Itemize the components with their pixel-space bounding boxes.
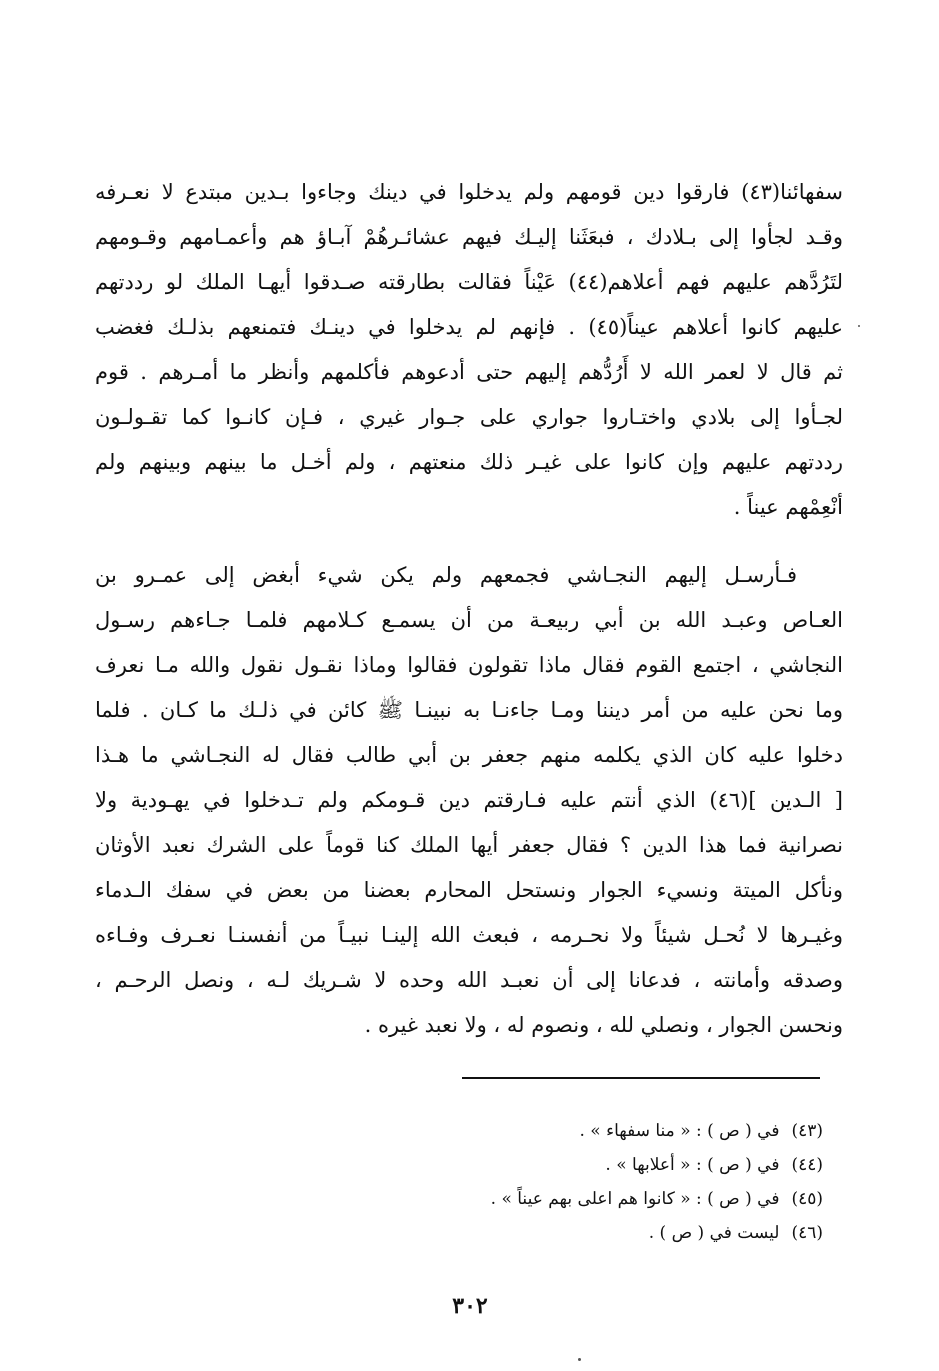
footnote-44	[403, 1148, 823, 1182]
footnote-text: في ( ص ) : « كانوا هم اعلى بهم عيناً » .	[490, 1189, 780, 1209]
text-line: لجـأوا إلى بلادي واختـاروا جواري على جـوار غيري ، فـإن كانـوا كما تقـولـون	[95, 405, 843, 429]
text-line: لتَرُدَّهم عليهم فهم أعلاهم(٤٤) عَيْناً فقالت بطارقته صـدقوا أيهـا الملك لو رددتهم	[95, 270, 843, 294]
text-line: وما نحن عليه من أمر ديننا ومـا جاءنـا به نبينـا ﷺ كائن في ذلـك ما كـان . فلما	[95, 698, 843, 722]
footnote-number: (٤٣)	[791, 1121, 823, 1141]
text-line: دخلوا عليه كان الذي يكلمه منهم جعفر بن أبي طالب فقال له النجـاشي ما هـذا	[95, 743, 843, 767]
footnote-text: في ( ص ) : « أعلابها » .	[605, 1155, 780, 1175]
text-line: [ الـدين ](٤٦) الذي أنتم عليه فـارقتم دين قـومكم ولم تـدخلوا في يهـودية ولا	[95, 788, 843, 812]
footnotes	[403, 1114, 823, 1250]
footnote-divider	[462, 1077, 820, 1079]
text-line: ونحسن الجوار ، ونصلي لله ، ونصوم له ، ولا نعبد غيره .	[364, 1013, 843, 1037]
footnote-43	[403, 1114, 823, 1148]
text-line: فـأرسـل إليهم النجـاشي فجمعهم ولم يكن شيء أبغض إلى عمـرو بن	[95, 563, 797, 587]
text-line: رددتهم عليهم وإن كانوا على غيـر ذلك منعتهم ، ولم أخـل ما بينهم وبينهم ولم	[95, 450, 843, 474]
footnote-46	[403, 1216, 823, 1250]
text-line: وصدقه وأمانته ، فدعانا إلى أن نعبـد الله وحده لا شـريك لـه ، ونصل الرحـم ،	[95, 968, 843, 992]
footnote-text: ليست في ( ص ) .	[648, 1223, 780, 1243]
footnote-number: (٤٤)	[791, 1155, 823, 1175]
scan-speck	[578, 1358, 581, 1361]
text-line: العـاص وعبـد الله بن أبي ربيعـة من أن يسمـع كـلامهم فلمـا جـاءهم رسـول	[95, 608, 843, 632]
footnote-text: في ( ص ) : « منا سفهاء » .	[579, 1121, 780, 1141]
footnote-45	[403, 1182, 823, 1216]
scan-speck	[858, 325, 860, 327]
text-line: وقـد لجأوا إلى بـلادك ، فبعَثَنا إليـك فيهم عشائـرهُمْ آبـاؤ هم وأعمـامهم وقـومهم	[95, 225, 843, 249]
paragraph-2	[95, 553, 843, 1048]
text-line: سفهائنا(٤٣) فارقوا دين قومهم ولم يدخلوا في دينك وجاءوا بـدين مبتدع لا نعـرفه	[95, 180, 843, 204]
page-number: ٣٠٢	[452, 1293, 488, 1319]
footnote-number: (٤٥)	[791, 1189, 823, 1209]
text-line: النجاشي ، اجتمع القوم فقال ماذا تقولون فقالوا وماذا نقـول نقول والله مـا نعرف	[95, 653, 843, 677]
text-line: نصرانية فما هذا الدين ؟ فقال جعفر أيها الملك كنا قوماً على الشرك نعبد الأوثان	[95, 833, 843, 857]
text-line: عليهم كانوا أعلاهم عيناً(٤٥) . فإنهم لم يدخلوا في دينـك فتمنعهم بذلـك فغضب	[95, 315, 843, 339]
text-line: وغيـرها لا نُحـل شيئاً ولا نحـرمه ، فبعث الله إلينـا نبيـاً من أنفسنـا نعـرف وفـاءه	[95, 923, 843, 947]
text-line: ثم قال لا لعمر الله لا أَرُدُّهم إليهم حتى أدعوهم فأكلمهم وأنظر ما أمـرهم . قوم	[95, 360, 843, 384]
text-line: أنْعِمْهم عيناً .	[733, 495, 843, 519]
text-line: ونأكل الميتة ونسيء الجوار ونستحل المحارم بعضنا من بعض في سفك الـدماء	[95, 878, 843, 902]
footnote-number: (٤٦)	[791, 1223, 823, 1243]
paragraph-1	[95, 170, 843, 530]
